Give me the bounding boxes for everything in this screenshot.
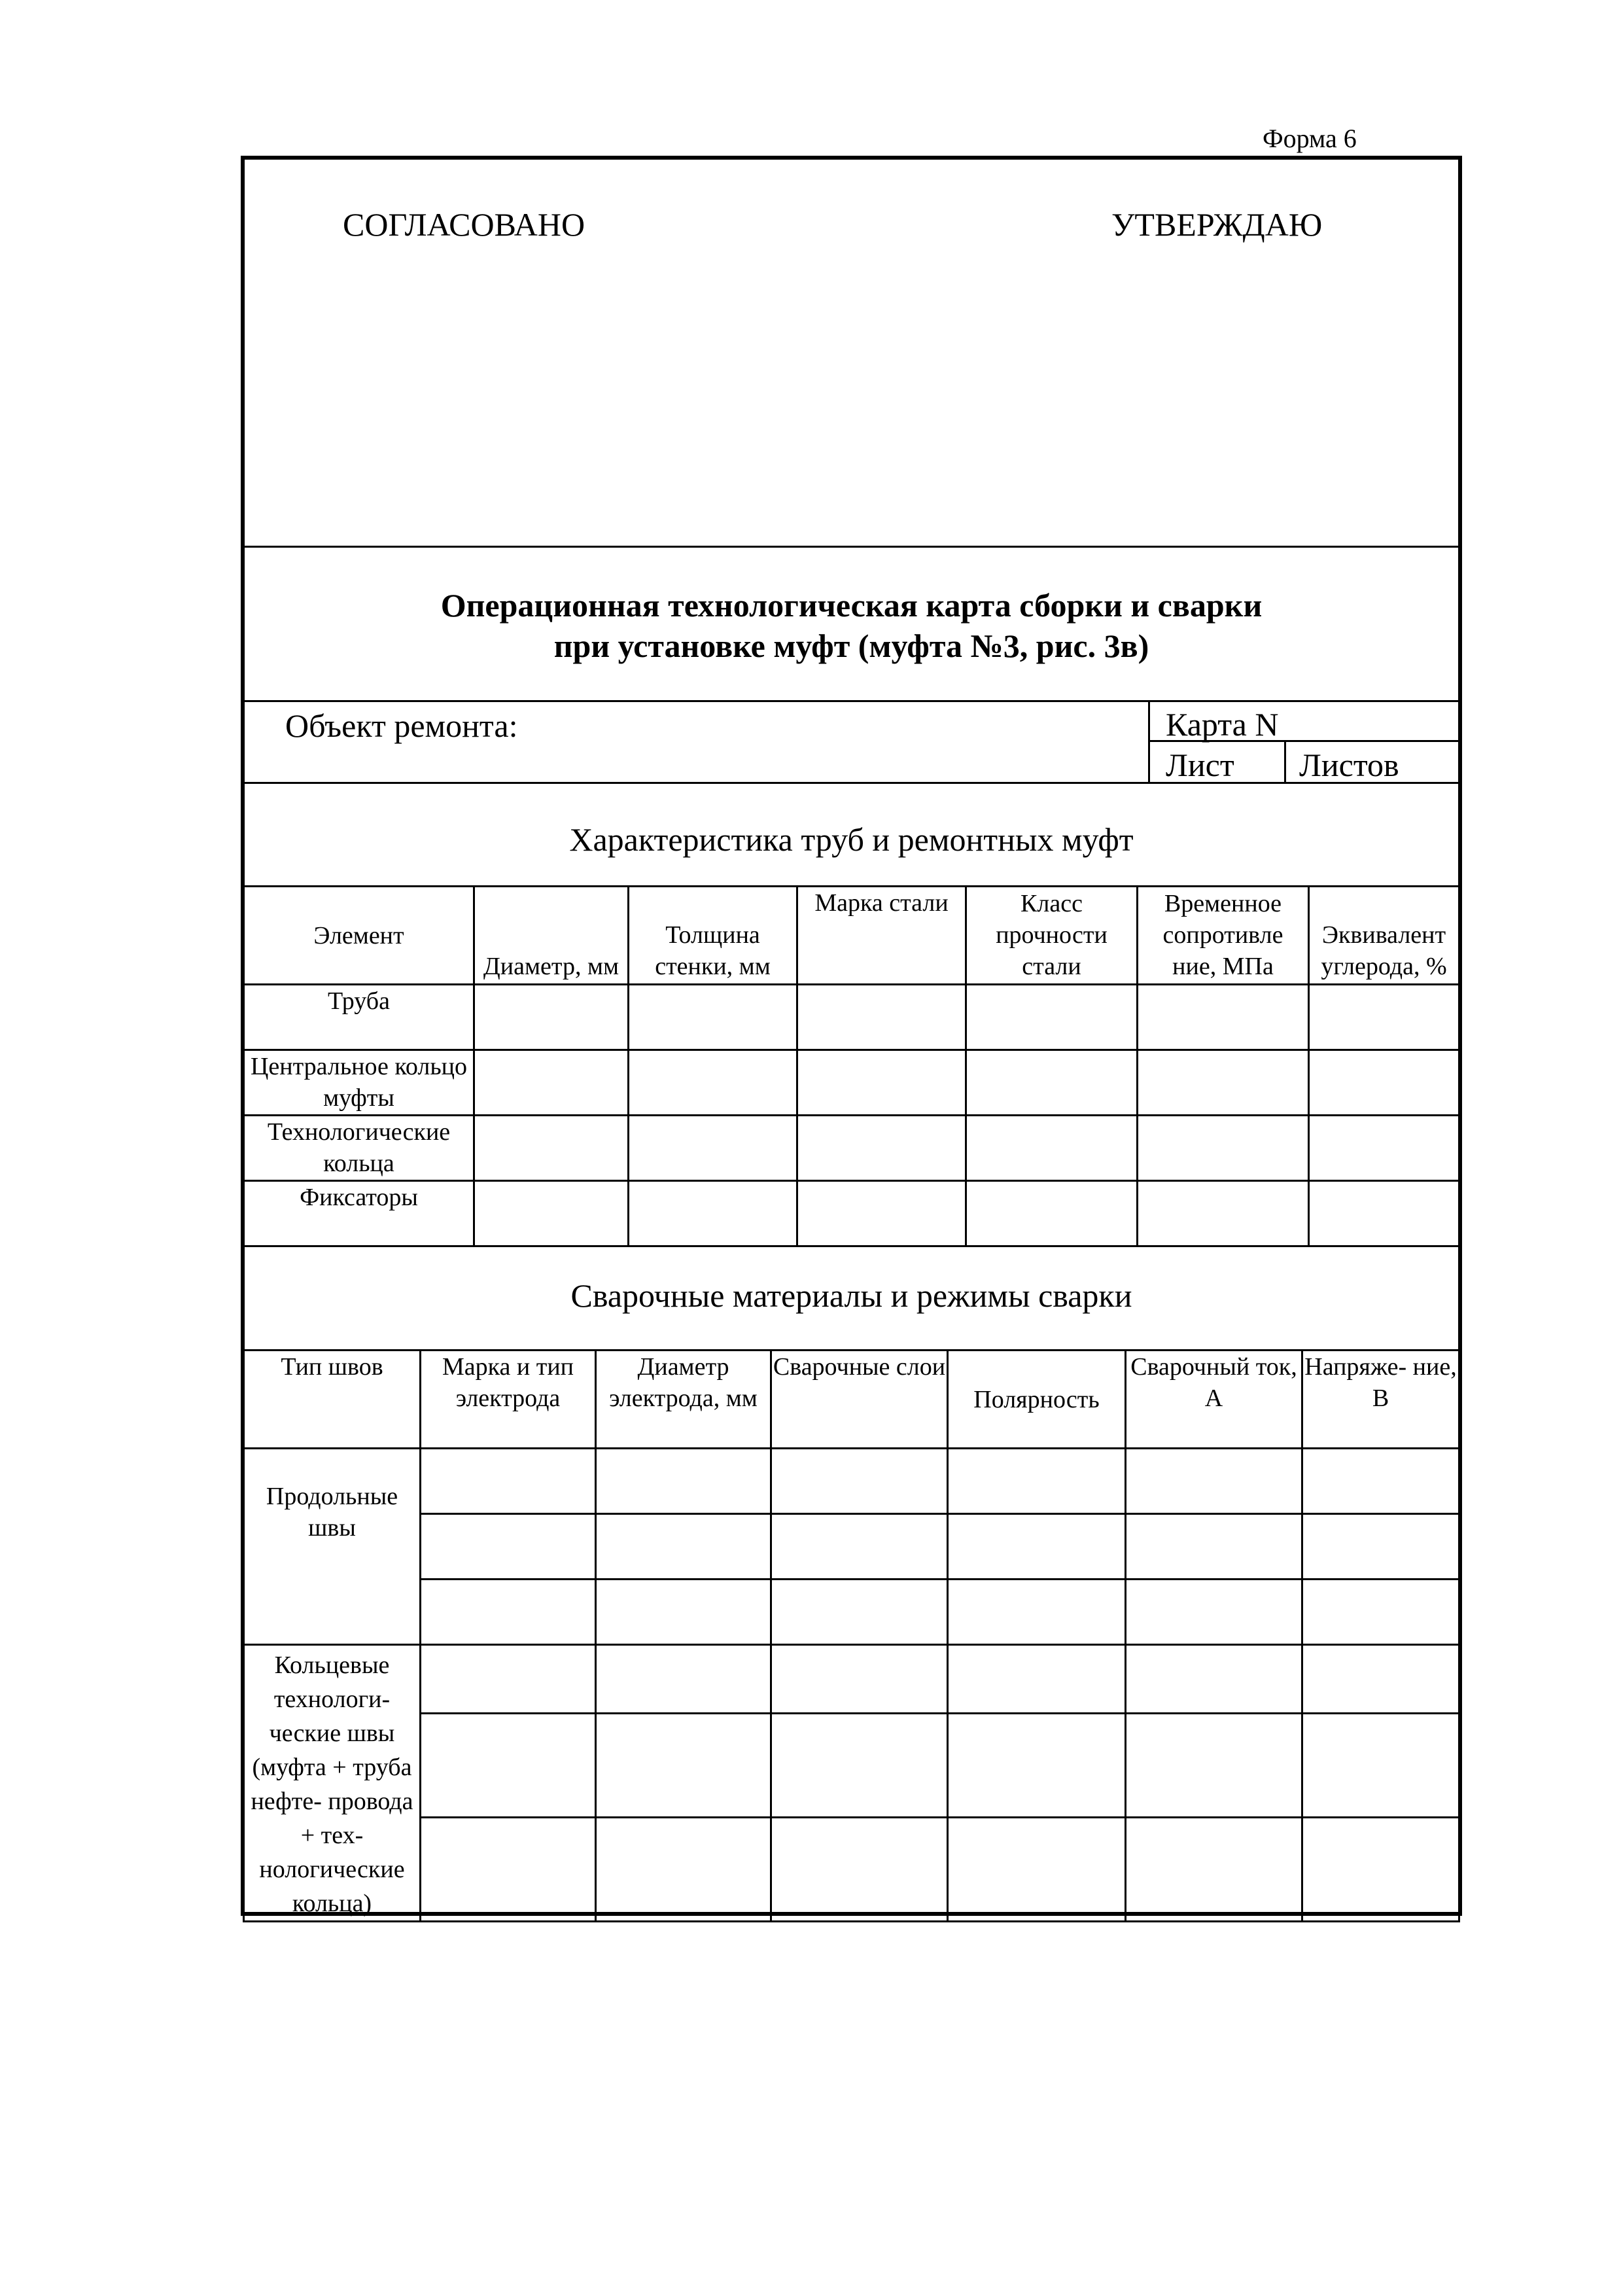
table-cell[interactable] (966, 1181, 1138, 1246)
table-cell[interactable] (797, 1181, 966, 1246)
table-cell[interactable] (771, 1580, 948, 1645)
row-label: Труба (244, 985, 474, 1050)
table-cell[interactable] (966, 1116, 1138, 1181)
header-cell: Сварочные слои (771, 1351, 948, 1449)
table-cell[interactable] (629, 985, 797, 1050)
table-cell[interactable] (1126, 1645, 1302, 1714)
welding-section-title: Сварочные материалы и режимы сварки (570, 1277, 1132, 1314)
approved-label: УТВЕРЖДАЮ (1111, 206, 1323, 243)
table-cell[interactable] (948, 1713, 1126, 1817)
row-label: Центральное кольцо муфты (244, 1050, 474, 1116)
table-cell[interactable] (596, 1817, 771, 1921)
table-cell[interactable] (966, 985, 1138, 1050)
header-cell: Полярность (948, 1351, 1126, 1449)
table-cell[interactable] (474, 1116, 629, 1181)
table-cell[interactable] (629, 1116, 797, 1181)
table-cell[interactable] (1302, 1514, 1459, 1580)
card-title-line2: при установке муфт (муфта №3, рис. 3в) (553, 627, 1149, 664)
table-cell[interactable] (1309, 985, 1459, 1050)
table-cell[interactable] (1302, 1645, 1459, 1714)
table-cell[interactable] (1138, 985, 1309, 1050)
table-cell[interactable] (1126, 1514, 1302, 1580)
table-cell[interactable] (771, 1645, 948, 1714)
table-row (244, 1817, 1459, 1921)
header-cell: Элемент (244, 887, 474, 985)
table-cell[interactable] (421, 1580, 596, 1645)
table-cell[interactable] (1126, 1817, 1302, 1921)
table-cell[interactable] (474, 1050, 629, 1116)
row-label: Фиксаторы (244, 1181, 474, 1246)
header-cell: Класс прочности стали (966, 887, 1138, 985)
table-cell[interactable] (948, 1817, 1126, 1921)
table-row (244, 1514, 1459, 1580)
table-cell[interactable] (948, 1645, 1126, 1714)
form-number: Форма 6 (1263, 124, 1357, 153)
table-cell[interactable] (596, 1514, 771, 1580)
divider (245, 546, 1458, 548)
divider (245, 782, 1458, 784)
table-cell[interactable] (421, 1449, 596, 1514)
table-cell[interactable] (1138, 1050, 1309, 1116)
row-label: Технологические кольца (244, 1116, 474, 1181)
table-cell[interactable] (771, 1449, 948, 1514)
table-cell[interactable] (948, 1580, 1126, 1645)
table-row (244, 1449, 1459, 1514)
header-cell: Марка стали (797, 887, 966, 985)
table-cell[interactable] (797, 1050, 966, 1116)
table-cell[interactable] (474, 1181, 629, 1246)
table-cell[interactable] (1138, 1116, 1309, 1181)
table-cell[interactable] (1309, 1050, 1459, 1116)
table-cell[interactable] (596, 1449, 771, 1514)
table-cell[interactable] (797, 985, 966, 1050)
repair-object-label: Объект ремонта: (285, 707, 518, 744)
table-cell[interactable] (421, 1817, 596, 1921)
header-cell: Толщина стенки, мм (629, 887, 797, 985)
sheet-label: Лист (1166, 747, 1234, 783)
header-cell: Напряже- ние, В (1302, 1351, 1459, 1449)
header-cell: Марка и тип электрода (421, 1351, 596, 1449)
table-header-row (244, 1351, 1459, 1449)
table-cell[interactable] (1126, 1449, 1302, 1514)
table-cell[interactable] (1302, 1713, 1459, 1817)
table-cell[interactable] (1302, 1580, 1459, 1645)
table-cell[interactable] (1309, 1116, 1459, 1181)
sheets-label: Листов (1299, 747, 1399, 783)
table-cell[interactable] (1126, 1580, 1302, 1645)
technological-card-frame (241, 156, 1462, 1916)
header-cell: Диаметр, мм (474, 887, 629, 985)
table-cell[interactable] (629, 1181, 797, 1246)
table-cell[interactable] (797, 1116, 966, 1181)
table-row (244, 1116, 1459, 1181)
header-cell: Сварочный ток, А (1126, 1351, 1302, 1449)
table-cell[interactable] (474, 985, 629, 1050)
card-title-line1: Операционная технологическая карта сборки и сварки (440, 587, 1263, 624)
table-cell[interactable] (421, 1645, 596, 1714)
table-cell[interactable] (596, 1713, 771, 1817)
table-row (244, 1645, 1459, 1714)
welding-table (243, 1349, 1460, 1922)
table-cell[interactable] (771, 1514, 948, 1580)
table-cell[interactable] (596, 1645, 771, 1714)
table-row (244, 1580, 1459, 1645)
table-cell[interactable] (1126, 1713, 1302, 1817)
table-cell[interactable] (771, 1817, 948, 1921)
agreed-label: СОГЛАСОВАНО (343, 206, 585, 243)
table-row (244, 985, 1459, 1050)
table-cell[interactable] (948, 1449, 1126, 1514)
header-cell: Эквивалент углерода, % (1309, 887, 1459, 985)
table-cell[interactable] (421, 1713, 596, 1817)
table-cell[interactable] (629, 1050, 797, 1116)
table-cell[interactable] (1138, 1181, 1309, 1246)
divider (1284, 740, 1286, 782)
table-cell[interactable] (1302, 1449, 1459, 1514)
table-cell[interactable] (948, 1514, 1126, 1580)
table-cell[interactable] (1309, 1181, 1459, 1246)
table-row (244, 1050, 1459, 1116)
table-row (244, 1713, 1459, 1817)
table-header-row (244, 887, 1459, 985)
table-cell[interactable] (1302, 1817, 1459, 1921)
header-cell: Диаметр электрода, мм (596, 1351, 771, 1449)
divider (245, 700, 1458, 702)
table-cell[interactable] (596, 1580, 771, 1645)
table-row (244, 1181, 1459, 1246)
header-cell: Временное сопротивле ние, МПа (1138, 887, 1309, 985)
table-cell[interactable] (771, 1713, 948, 1817)
pipes-section-title: Характеристика труб и ремонтных муфт (569, 821, 1134, 858)
table-cell[interactable] (966, 1050, 1138, 1116)
header-cell: Тип швов (244, 1351, 421, 1449)
pipes-table (243, 885, 1460, 1247)
row-group-label: Продольные швы (244, 1449, 421, 1645)
table-cell[interactable] (421, 1514, 596, 1580)
row-group-label: Кольцевые технологи- ческие швы (муфта + труба нефте- провода + тех- нологические кольца) (244, 1645, 421, 1922)
card-number-label: Карта N (1166, 706, 1279, 743)
card-title (245, 585, 1458, 666)
